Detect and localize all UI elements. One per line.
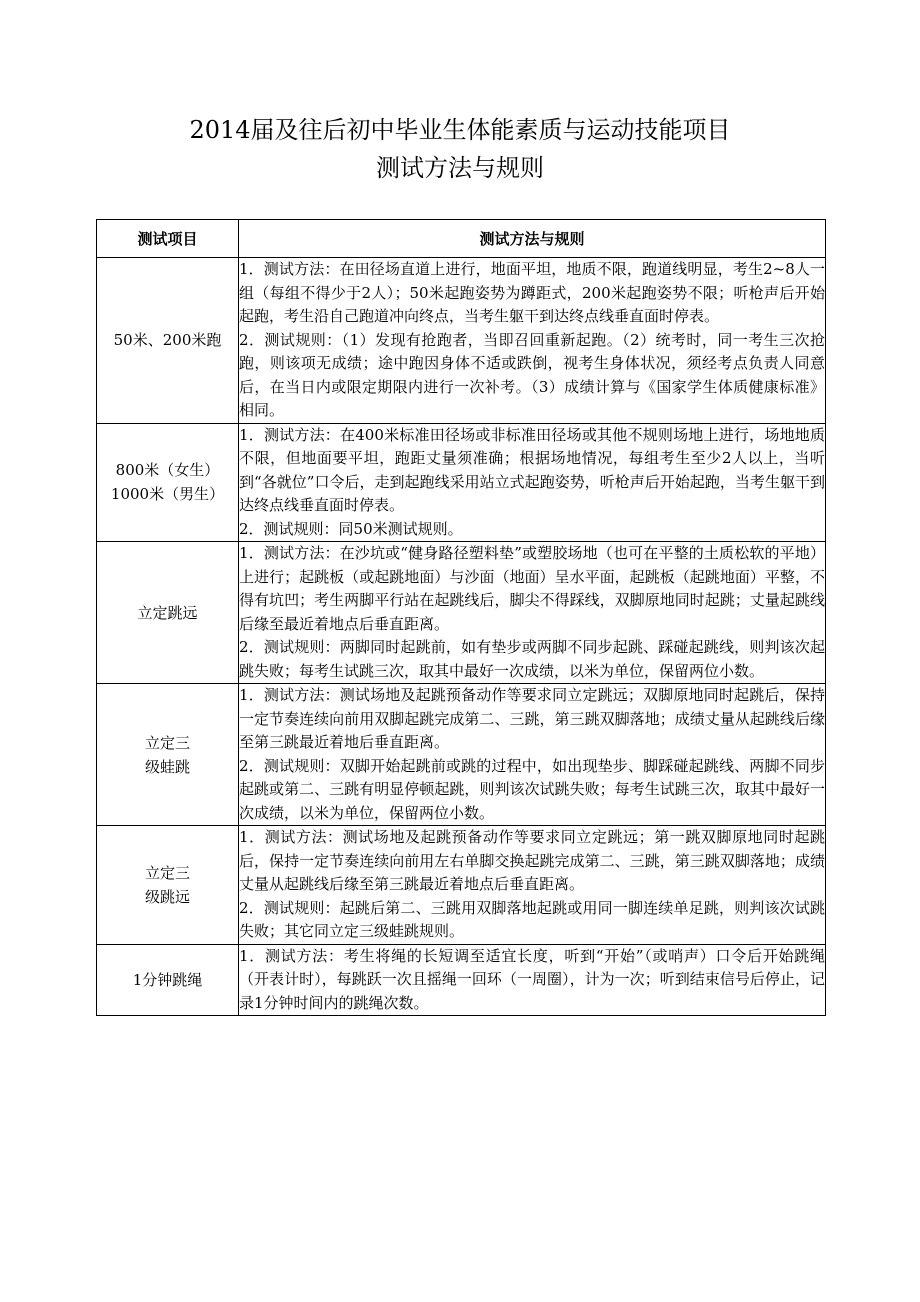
test-method-text: 1．测试方法：测试场地及起跳预备动作等要求同立定跳远；双脚原地同时起跳后，保持一定节奏连续向前用双脚起跳完成第二、三跳，第三跳双脚落地；成绩丈量从起跳线后缘至第三跳最近着地后垂直距离。: [239, 686, 825, 751]
test-rule-text: 2．测试规则：同50米测试规则。: [239, 519, 463, 538]
table-row: [97, 826, 826, 945]
row-rule-cell: [239, 258, 826, 424]
row-item-cell: [97, 423, 239, 542]
item-label: 1000米（男生）: [110, 485, 225, 504]
test-method-text: 1．测试方法：在沙坑或“健身路径塑料垫”或塑胶场地（也可在平整的土质松软的平地）上进行；起跳板（或起跳地面）与沙面（地面）呈水平面，起跳板（起跳地面）平整，不得有坑凹；考生两脚平行站在起跳线后，脚尖不得踩线，双脚原地同时起跳；丈量起跳线后缘至最近着地点后垂直距离。: [239, 544, 825, 633]
test-rule-text: 2．测试规则：两脚同时起跳前，如有垫步或两脚不同步起跳、踩碰起跳线，则判该次起跳失败；每考生试跳三次，取其中最好一次成绩，以米为单位，保留两位小数。: [239, 638, 825, 680]
document-title-line2: 测试方法与规则: [376, 154, 544, 182]
table-header-row: [97, 220, 826, 258]
item-label: 级蛙跳: [144, 757, 190, 776]
item-label: 级跳远: [144, 887, 190, 906]
item-label: 800米（女生）: [115, 461, 220, 480]
item-label: 1分钟跳绳: [132, 970, 203, 989]
table-row: [97, 423, 826, 542]
test-method-text: 1．测试方法：考生将绳的长短调至适宜长度，听到“开始”（或哨声）口令后开始跳绳（开表计时），每跳跃一次且摇绳一回环（一周圈），计为一次；听到结束信号后停止，记录1分钟时间内的跳绳次数。: [239, 946, 825, 1012]
test-method-text: 1．测试方法：测试场地及起跳预备动作等要求同立定跳远；第一跳双脚原地同时起跳后，保持一定节奏连续向前用左右单脚交换起跳完成第二、三跳，第三跳双脚落地；成绩丈量从起跳线后缘至第三跳最近着地点后垂直距离。: [239, 828, 825, 893]
test-rule-text: 2．测试规则：（1）发现有抢跑者，当即召回重新起跑。（2）统考时，同一考生三次抢跑，则该项无成绩；途中跑因身体不适或跌倒，视考生身体状况，须经考点负责人同意后，在当日内或限定期限内进行一次补考。（3）成绩计算与《国家学生体质健康标准》相同。: [239, 330, 825, 419]
row-item-cell: [97, 542, 239, 684]
test-rule-text: 2．测试规则：起跳后第二、三跳用双脚落地起跳或用同一脚连续单足跳，则判该次试跳失败；其它同立定三级蛙跳规则。: [239, 898, 825, 940]
header-test-item: 测试项目: [97, 220, 239, 258]
row-rule-cell: [239, 423, 826, 542]
test-method-text: 1．测试方法：在田径场直道上进行，地面平坦，地质不限，跑道线明显，考生2~8人一组（每组不得少于2人）；50米起跑姿势为蹲距式，200米起跑姿势不限；听枪声后开始起跑，考生沿自己跑道冲向终点，当考生躯干到达终点线垂直面时停表。: [239, 260, 825, 325]
row-item-cell: [97, 258, 239, 424]
row-item-cell: [97, 684, 239, 826]
row-rule-cell: [239, 684, 826, 826]
row-rule-cell: [239, 826, 826, 945]
item-label: 立定跳远: [137, 603, 198, 622]
table-row: [97, 542, 826, 684]
table-row: [97, 944, 826, 1016]
table-row: [97, 258, 826, 424]
row-rule-cell: [239, 542, 826, 684]
test-rule-text: 2．测试规则：双脚开始起跳前或跳的过程中，如出现垫步、脚踩碰起跳线、两脚不同步起跳或第二、三跳有明显停顿起跳，则判该次试跳失败；每考生试跳三次，取其中最好一次成绩，以米为单位，保留两位小数。: [239, 756, 825, 822]
item-label: 立定三: [144, 863, 190, 882]
table-row: [97, 684, 826, 826]
item-label: 立定三: [144, 733, 190, 752]
header-test-method: 测试方法与规则: [239, 220, 826, 258]
row-item-cell: [97, 944, 239, 1016]
test-method-text: 1．测试方法：在400米标准田径场或非标准田径场或其他不规则场地上进行，场地地质不限，但地面要平坦，跑距丈量须准确；根据场地情况，每组考生至少2人以上，当听到“各就位”口令后，走到起跑线采用站立式起跑姿势，听枪声后开始起跑，当考生躯干到达终点线垂直面时停表。: [239, 425, 825, 514]
row-rule-cell: [239, 944, 826, 1016]
row-item-cell: [97, 826, 239, 945]
item-label: 50米、200米跑: [113, 331, 222, 350]
rules-table: [96, 219, 826, 1016]
document-title-line1: 2014届及往后初中毕业生体能素质与运动技能项目: [189, 116, 731, 144]
